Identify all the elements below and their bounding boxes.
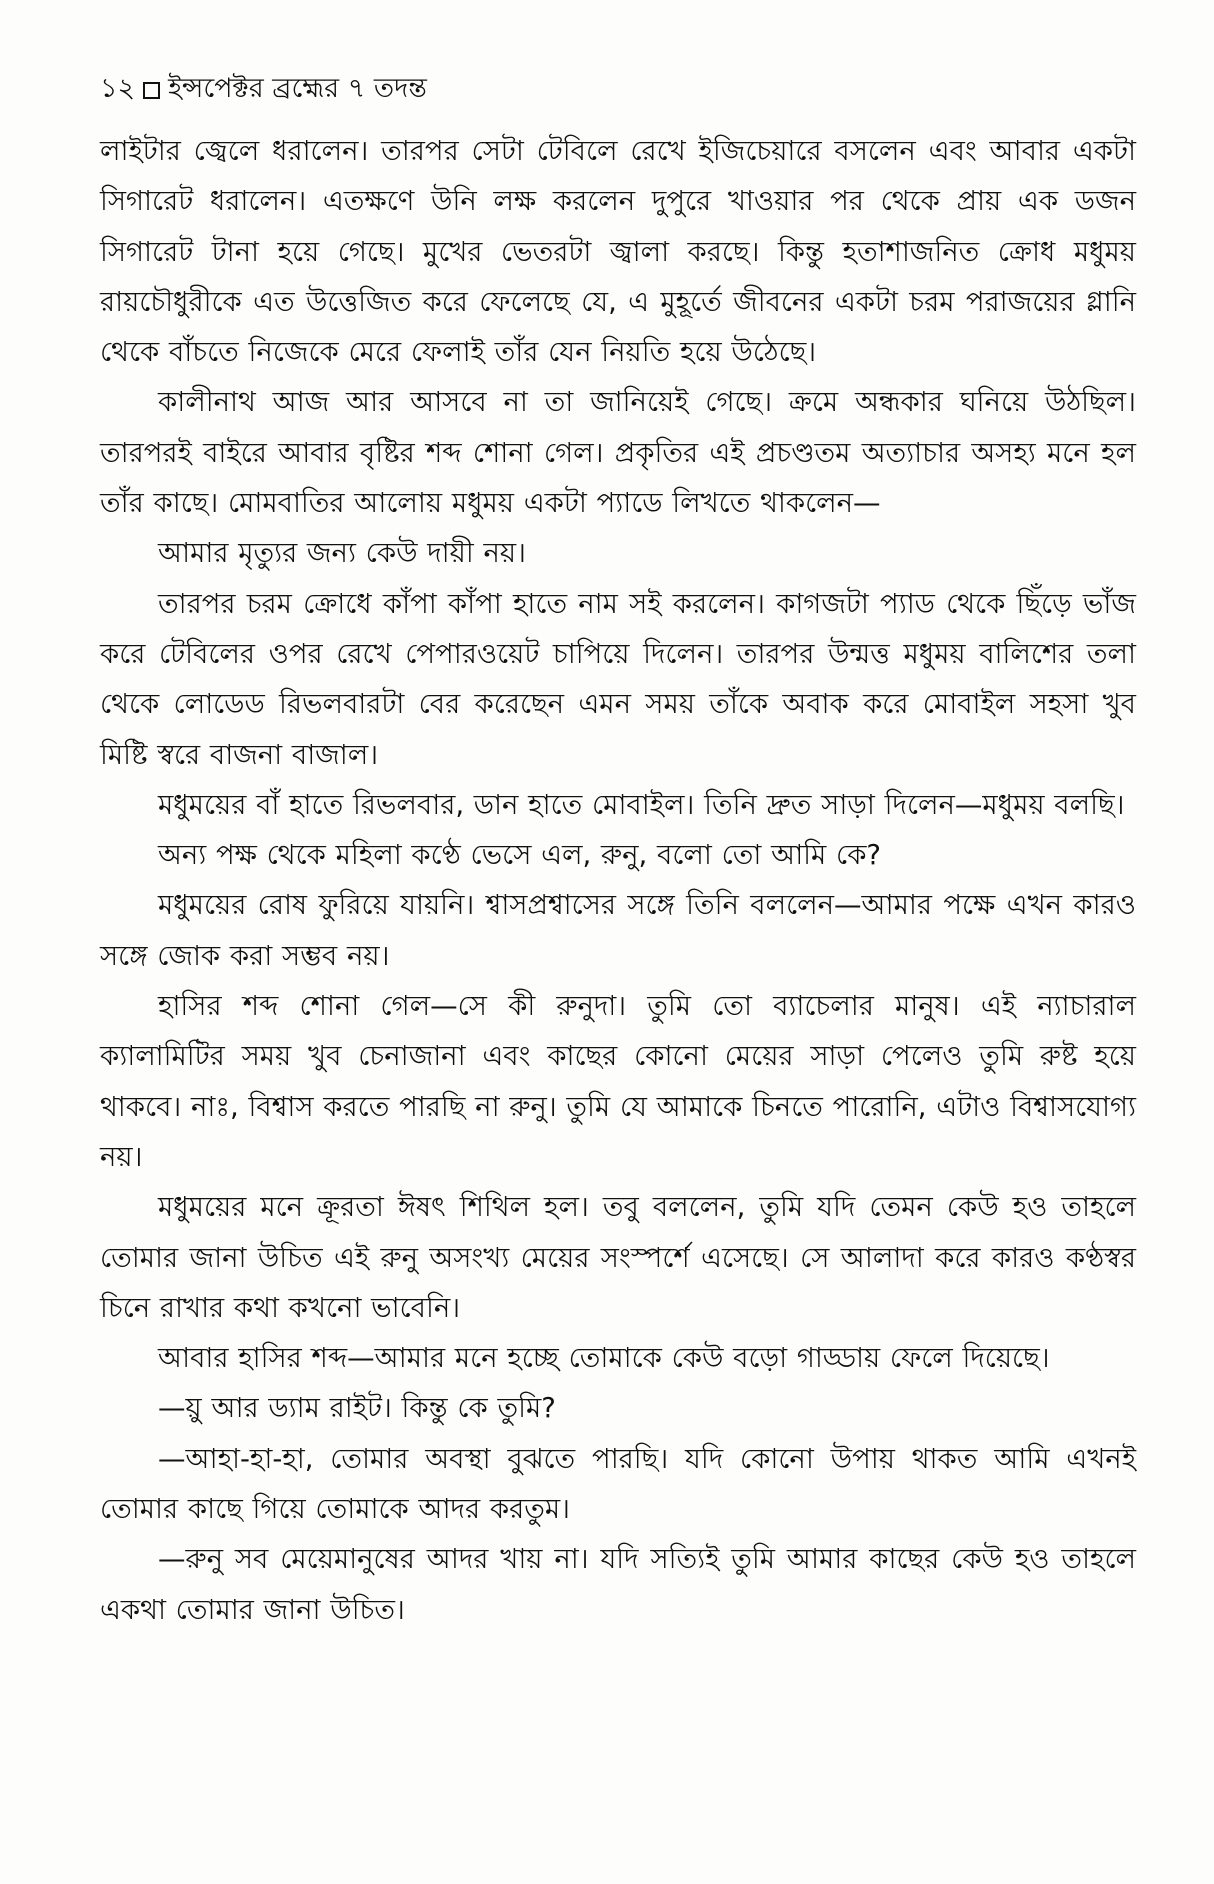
paragraph: তারপর চরম ক্রোধে কাঁপা কাঁপা হাতে নাম সই করলেন। কাগজটা প্যাড থেকে ছিঁড়ে ভাঁজ করে টেবিলের ওপর রেখে পেপারওয়েট চাপিয়ে দিলেন। তারপর উন্মত্ত মধুময় বালিশের তলা থেকে লোডেড রিভলবারটা বের করেছেন এমন সময় তাঁকে অবাক করে মোবাইল সহসা খুব মিষ্টি স্বরে বাজনা বাজাল। xyxy=(100,587,1136,771)
paragraph: আমার মৃত্যুর জন্য কেউ দায়ী নয়। xyxy=(158,537,526,570)
paragraph: মধুময়ের বাঁ হাতে রিভলবার, ডান হাতে মোবাইল। তিনি দ্রুত সাড়া দিলেন—মধুময় বলছি। xyxy=(158,788,1125,821)
paragraph: মধুময়ের মনে ক্রূরতা ঈষৎ শিথিল হল। তবু বললেন, তুমি যদি তেমন কেউ হও তাহলে তোমার জানা উচিত এই রুনু অসংখ্য মেয়ের সংস্পর্শে এসেছে। সে আলাদা করে কারও কণ্ঠস্বর চিনে রাখার কথা কখনো ভাবেনি। xyxy=(100,1191,1136,1324)
body-text xyxy=(100,126,1136,1635)
paragraph: কালীনাথ আজ আর আসবে না তা জানিয়েই গেছে। ক্রমে অন্ধকার ঘনিয়ে উঠছিল। তারপরই বাইরে আবার বৃষ্টির শব্দ শোনা গেল। প্রকৃতির এই প্রচণ্ডতম অত্যাচার অসহ্য মনে হল তাঁর কাছে। মোমবাতির আলোয় মধুময় একটা প্যাডে লিখতে থাকলেন— xyxy=(100,386,1136,520)
paragraph: হাসির শব্দ শোনা গেল—সে কী রুনুদা। তুমি তো ব্যাচেলার মানুষ। এই ন্যাচারাল ক্যালামিটির সময় খুব চেনাজানা এবং কাছের কোনো মেয়ের সাড়া পেলেও তুমি রুষ্ট হয়ে থাকবে। নাঃ, বিশ্বাস করতে পারছি না রুনু। তুমি যে আমাকে চিনতে পারোনি, এটাও বিশ্বাসযোগ্য নয়। xyxy=(100,990,1136,1173)
paragraph: অন্য পক্ষ থেকে মহিলা কণ্ঠে ভেসে এল, রুনু, বলো তো আমি কে? xyxy=(158,839,882,872)
paragraph: —য়ু আর ড্যাম রাইট। কিন্তু কে তুমি? xyxy=(158,1392,556,1425)
paragraph: —আহা-হা-হা, তোমার অবস্থা বুঝতে পারছি। যদি কোনো উপায় থাকত আমি এখনই তোমার কাছে গিয়ে তোমাকে আদর করতুম। xyxy=(100,1442,1136,1526)
square-ornament-icon xyxy=(143,82,160,99)
book-title: ইন্সপেক্টর ব্রহ্মের ৭ তদন্ত xyxy=(168,72,427,104)
page-number: ১২ xyxy=(100,72,136,104)
paragraph: —রুনু সব মেয়েমানুষের আদর খায় না। যদি সত্যিই তুমি আমার কাছের কেউ হও তাহলে একথা তোমার জানা উচিত। xyxy=(100,1543,1136,1626)
paragraph: লাইটার জ্বেলে ধরালেন। তারপর সেটা টেবিলে রেখে ইজিচেয়ারে বসলেন এবং আবার একটা সিগারেট ধরালেন। এতক্ষণে উনি লক্ষ করলেন দুপুরে খাওয়ার পর থেকে প্রায় এক ডজন সিগারেট টানা হয়ে গেছে। মুখের ভেতরটা জ্বালা করছে। কিন্তু হতাশাজনিত ক্রোধ মধুময় রায়চৌধুরীকে এত উত্তেজিত করে ফেলেছে যে, এ মুহূর্তে জীবনের একটা চরম পরাজয়ের গ্লানি থেকে বাঁচতে নিজেকে মেরে ফেলাই তাঁর যেন নিয়তি হয়ে উঠেছে। xyxy=(100,135,1136,369)
running-head xyxy=(100,70,427,110)
paragraph: আবার হাসির শব্দ—আমার মনে হচ্ছে তোমাকে কেউ বড়ো গাড্ডায় ফেলে দিয়েছে। xyxy=(158,1342,1050,1375)
paragraph: মধুময়ের রোষ ফুরিয়ে যায়নি। শ্বাসপ্রশ্বাসের সঙ্গে তিনি বললেন—আমার পক্ষে এখন কারও সঙ্গে জোক করা সম্ভব নয়। xyxy=(100,889,1136,972)
